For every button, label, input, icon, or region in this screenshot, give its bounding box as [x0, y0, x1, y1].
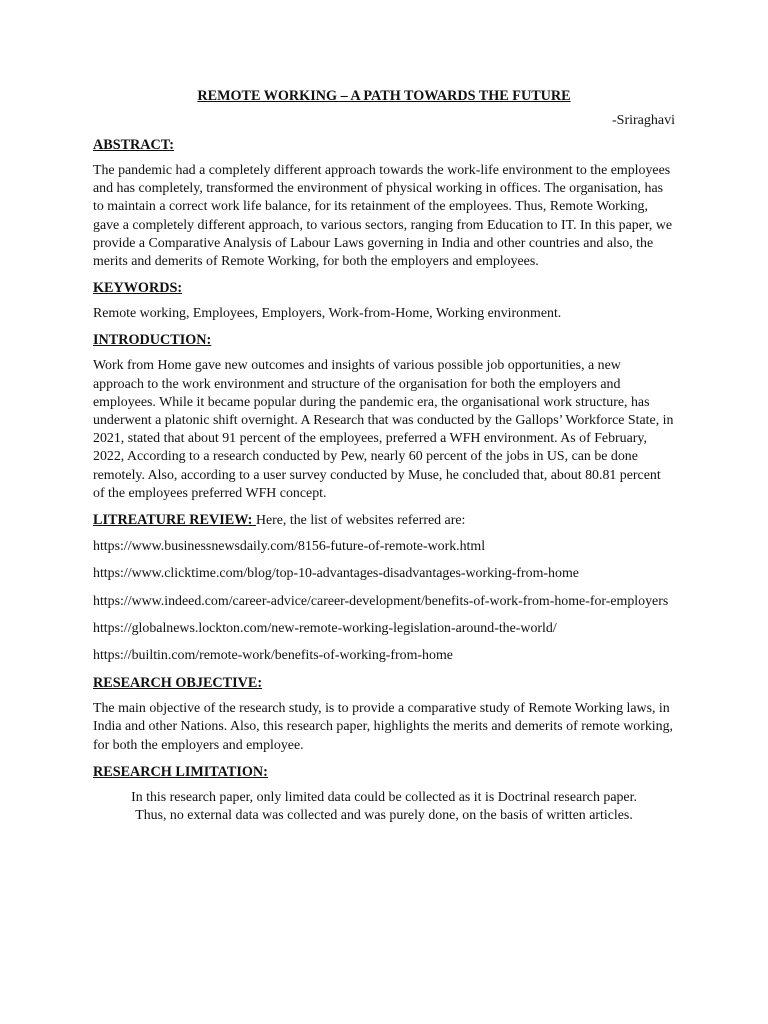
- reference-link-5[interactable]: https://builtin.com/remote-work/benefits-of-working-from-home: [93, 648, 453, 664]
- introduction-heading: INTRODUCTION:: [93, 332, 212, 349]
- literature-review-line: [93, 511, 675, 530]
- literature-review-text: Here, the list of websites referred are:: [255, 513, 466, 529]
- introduction-text: Work from Home gave new outcomes and insights of various possible job opportunities, a new approach to the work environment and structure of the organisation for both the employers and employees. While it became popular during the pandemic era, the organisational work structure, has underwent a platonic shift overnight. A Research that was conducted by the Gallops’ Workforce State, in 2021, stated that about 91 percent of the employees, preferred a WFH environment. As of February, 2022, According to a research conducted by Pew, nearly 60 percent of the jobs in US, can be done remotely. Also, according to a user survey conducted by Muse, he concluded that, about 80.81 percent of the employees preferred WFH concept.: [93, 358, 674, 501]
- research-limitation-line-1: In this research paper, only limited data could be collected as it is Doctrinal research paper.: [131, 789, 637, 805]
- research-limitation-heading: RESEARCH LIMITATION:: [93, 763, 268, 780]
- document-page: [93, 86, 675, 825]
- keywords-heading: KEYWORDS:: [93, 280, 183, 297]
- literature-review-heading: LITREATURE REVIEW:: [93, 512, 256, 529]
- reference-link-1[interactable]: https://www.businessnewsdaily.com/8156-future-of-remote-work.html: [93, 539, 486, 555]
- research-objective-heading: RESEARCH OBJECTIVE:: [93, 675, 263, 692]
- research-limitation-line-2: Thus, no external data was collected and was purely done, on the basis of written articles.: [135, 808, 633, 824]
- reference-link-3[interactable]: https://www.indeed.com/career-advice/career-development/benefits-of-work-from-home-for-employers: [93, 593, 669, 609]
- abstract-text: The pandemic had a completely different approach towards the work-life environment to the employees and has completely, transformed the environment of physical working in offices. The organisation, has to maintain a correct work life balance, for its retainment of the employees. Thus, Remote Working, gave a completely different approach, to various sectors, ranging from Education to IT. In this paper, we provide a Comparative Analysis of Labour Laws governing in India and other countries and also, the merits and demerits of Remote Working, for both the employers and employees.: [93, 163, 673, 270]
- reference-link-2[interactable]: https://www.clicktime.com/blog/top-10-advantages-disadvantages-working-from-home: [93, 566, 579, 582]
- abstract-heading: ABSTRACT:: [93, 137, 174, 153]
- reference-link-4[interactable]: https://globalnews.lockton.com/new-remote-working-legislation-around-the-world/: [93, 620, 557, 636]
- paper-title: REMOTE WORKING – A PATH TOWARDS THE FUTURE: [197, 88, 571, 104]
- author-name: -Sriraghavi: [612, 113, 675, 128]
- keywords-text: Remote working, Employees, Employers, Work-from-Home, Working environment.: [93, 306, 562, 322]
- research-objective-text: The main objective of the research study, is to provide a comparative study of Remote Working laws, in India and other Nations. Also, this research paper, highlights the merits and demerits of remote working, for both the employers and employee.: [93, 701, 674, 753]
